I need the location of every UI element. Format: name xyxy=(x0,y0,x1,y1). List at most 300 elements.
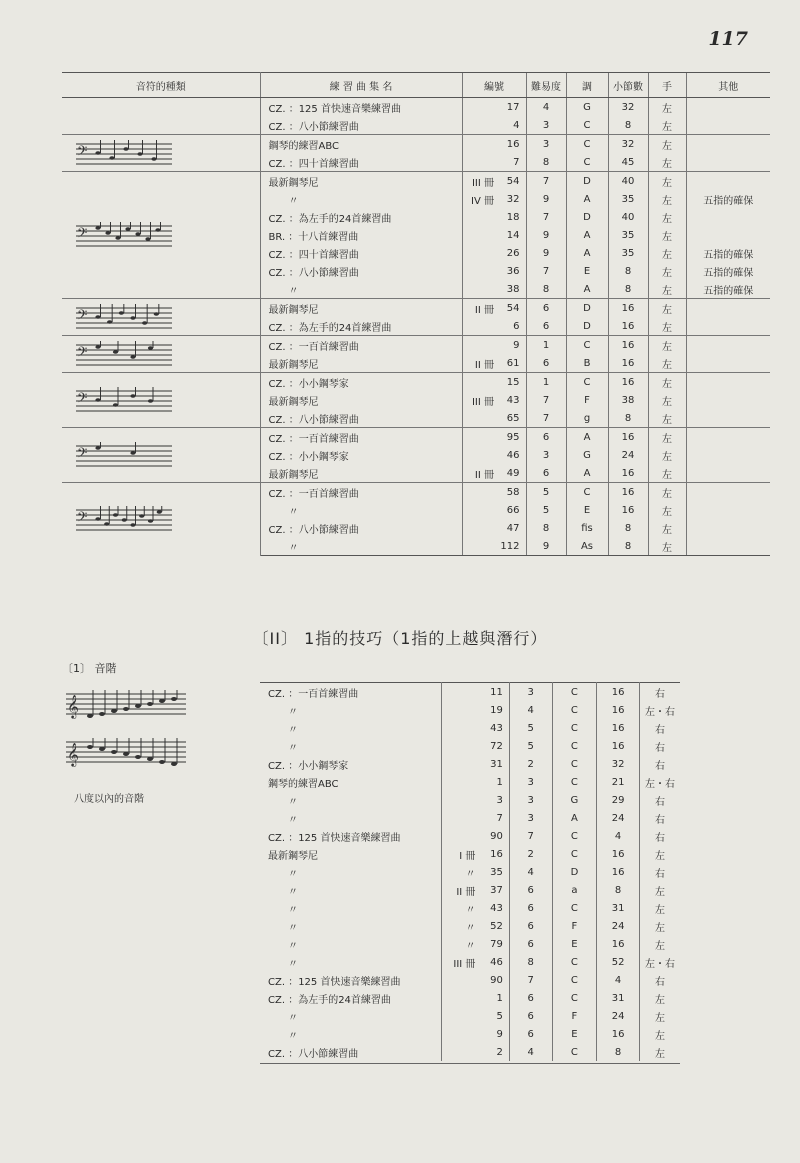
bar-count: 8 xyxy=(608,537,648,556)
difficulty: 6 xyxy=(509,1007,552,1025)
key: G xyxy=(566,98,608,117)
volume xyxy=(462,244,496,262)
hand: 左 xyxy=(648,537,686,556)
key: A xyxy=(566,190,608,208)
table-row xyxy=(260,1007,680,1025)
table-bottom-rule xyxy=(260,1063,680,1064)
volume xyxy=(441,701,477,719)
volume xyxy=(462,483,496,502)
header-note-type: 音符的種類 xyxy=(62,73,260,98)
difficulty: 5 xyxy=(526,501,566,519)
note-type-staff xyxy=(62,483,260,556)
exercise-number: 3 xyxy=(496,794,503,806)
exercise-number: 11 xyxy=(490,686,503,698)
hand: 左 xyxy=(648,116,686,135)
volume xyxy=(462,98,496,117)
volume xyxy=(441,971,477,989)
volume xyxy=(441,827,477,845)
difficulty: 7 xyxy=(526,391,566,409)
key: A xyxy=(566,464,608,483)
difficulty: 3 xyxy=(526,135,566,154)
collection-title: CZ. ：八小節練習曲 xyxy=(268,414,359,426)
difficulty: 6 xyxy=(509,881,552,899)
bar-count: 16 xyxy=(608,317,648,336)
collection-title: 〃 xyxy=(268,796,298,808)
key: E xyxy=(552,935,597,953)
volume: I 冊 xyxy=(441,845,477,863)
table-row xyxy=(260,953,680,971)
collection-title: CZ. ：125 首快速音樂練習曲 xyxy=(268,832,401,844)
difficulty: 3 xyxy=(526,446,566,464)
hand: 左 xyxy=(648,280,686,299)
hand: 右 xyxy=(639,755,680,773)
hand: 左 xyxy=(648,172,686,191)
bar-count: 16 xyxy=(597,737,640,755)
exercise-number: 18 xyxy=(506,211,520,223)
hand: 左 xyxy=(639,1043,680,1061)
collection-title: CZ. ：一百首練習曲 xyxy=(268,688,359,700)
exercise-number: 43 xyxy=(506,394,520,406)
bar-count: 4 xyxy=(597,827,640,845)
other-note: 五指的確保 xyxy=(686,280,770,299)
hand: 左 xyxy=(639,935,680,953)
bar-count: 16 xyxy=(597,935,640,953)
key: A xyxy=(566,244,608,262)
exercise-number: 65 xyxy=(506,412,520,424)
table-row xyxy=(260,917,680,935)
exercise-number: 46 xyxy=(490,956,503,968)
exercise-number: 43 xyxy=(490,902,503,914)
section-title: 〔II〕 1指的技巧（1指的上越與潛行） xyxy=(252,629,548,648)
collection-title: 〃 xyxy=(268,195,299,207)
table-row xyxy=(260,755,680,773)
volume xyxy=(462,519,496,537)
other-note: 五指的確保 xyxy=(686,244,770,262)
collection-title: CZ. ：八小節練習曲 xyxy=(268,524,359,536)
key: A xyxy=(552,809,597,827)
other-note xyxy=(686,391,770,409)
volume xyxy=(441,719,477,737)
difficulty: 5 xyxy=(509,737,552,755)
hand: 左 xyxy=(648,336,686,355)
collection-title: CZ. ：小小鋼琴家 xyxy=(268,760,349,772)
header-other: 其他 xyxy=(686,73,770,98)
bar-count: 8 xyxy=(608,280,648,299)
difficulty: 7 xyxy=(526,172,566,191)
volume xyxy=(441,773,477,791)
key: G xyxy=(552,791,597,809)
table-row xyxy=(260,701,680,719)
bar-count: 24 xyxy=(597,917,640,935)
exercise-number: 79 xyxy=(490,938,503,950)
table-row xyxy=(62,135,770,154)
hand: 左 xyxy=(648,391,686,409)
svg-text:𝄢: 𝄢 xyxy=(77,344,88,363)
difficulty: 2 xyxy=(509,845,552,863)
difficulty: 8 xyxy=(526,153,566,172)
exercise-number: 72 xyxy=(490,740,503,752)
bar-count: 16 xyxy=(608,299,648,318)
difficulty: 3 xyxy=(509,809,552,827)
volume xyxy=(462,409,496,428)
hand: 左 xyxy=(648,98,686,117)
svg-text:𝄢: 𝄢 xyxy=(77,143,88,162)
exercise-number: 54 xyxy=(496,299,526,318)
volume xyxy=(462,317,496,336)
bar-count: 35 xyxy=(608,190,648,208)
note-type-staff xyxy=(62,299,260,336)
volume xyxy=(462,280,496,299)
collection-title: 鋼琴的練習ABC xyxy=(260,135,462,154)
exercise-number: 19 xyxy=(490,704,503,716)
key: A xyxy=(566,226,608,244)
volume xyxy=(441,755,477,773)
collection-title: 最新鋼琴尼 xyxy=(260,172,462,191)
difficulty: 9 xyxy=(526,537,566,556)
hand: 右 xyxy=(639,863,680,881)
bar-count: 35 xyxy=(608,226,648,244)
table-row xyxy=(260,683,680,702)
difficulty: 7 xyxy=(509,827,552,845)
table-row xyxy=(260,719,680,737)
volume: II 冊 xyxy=(462,464,496,483)
note-type-staff xyxy=(62,135,260,172)
other-note xyxy=(686,446,770,464)
difficulty: 6 xyxy=(509,1025,552,1043)
bar-count: 16 xyxy=(608,336,648,355)
collection-title: 〃 xyxy=(268,742,298,754)
exercise-number: 43 xyxy=(490,722,503,734)
exercise-number: 66 xyxy=(506,504,520,516)
difficulty: 6 xyxy=(526,464,566,483)
hand: 左 xyxy=(639,1025,680,1043)
exercise-number: 2 xyxy=(496,1046,503,1058)
table-row xyxy=(260,863,680,881)
difficulty: 4 xyxy=(509,1043,552,1061)
bar-count: 24 xyxy=(597,1007,640,1025)
collection-title: 最新鋼琴尼 xyxy=(268,396,319,408)
difficulty: 7 xyxy=(526,409,566,428)
note-type-staff xyxy=(62,98,260,135)
difficulty: 7 xyxy=(526,262,566,280)
svg-text:𝄢: 𝄢 xyxy=(77,307,88,326)
key: g xyxy=(566,409,608,428)
other-note xyxy=(686,483,770,502)
volume xyxy=(462,208,496,226)
key: E xyxy=(552,1025,597,1043)
exercise-number: 90 xyxy=(490,830,503,842)
exercise-number: 7 xyxy=(496,812,503,824)
difficulty: 6 xyxy=(509,935,552,953)
hand: 左 xyxy=(648,226,686,244)
collection-title: CZ. ：為左手的24首練習曲 xyxy=(268,994,391,1006)
table-row xyxy=(62,336,770,355)
other-note xyxy=(686,537,770,556)
other-note xyxy=(686,135,770,154)
volume: IV 冊 xyxy=(462,190,496,208)
bar-count: 16 xyxy=(608,483,648,502)
collection-title: BR. ：十八首練習曲 xyxy=(268,231,359,243)
bar-count: 16 xyxy=(597,845,640,863)
hand: 左 xyxy=(648,262,686,280)
collection-title: CZ. ：八小節練習曲 xyxy=(268,121,359,133)
bar-count: 29 xyxy=(597,791,640,809)
volume xyxy=(441,1043,477,1061)
volume xyxy=(462,226,496,244)
volume xyxy=(462,373,496,392)
difficulty: 3 xyxy=(509,791,552,809)
volume xyxy=(441,1007,477,1025)
table-row xyxy=(62,172,770,191)
other-note xyxy=(686,409,770,428)
collection-title: CZ. ：一百首練習曲 xyxy=(260,483,462,502)
volume xyxy=(462,428,496,447)
collection-title: 〃 xyxy=(268,886,298,898)
key: C xyxy=(566,116,608,135)
volume xyxy=(462,336,496,355)
exercise-number: 9 xyxy=(496,336,526,355)
exercise-number: 36 xyxy=(506,265,520,277)
other-note xyxy=(686,464,770,483)
exercise-number: 14 xyxy=(506,229,520,241)
hand: 左・右 xyxy=(639,773,680,791)
svg-text:𝄢: 𝄢 xyxy=(77,390,88,409)
bar-count: 45 xyxy=(608,153,648,172)
exercise-number: 1 xyxy=(496,992,503,1004)
hand: 左 xyxy=(639,881,680,899)
collection-title: CZ. ：八小節練習曲 xyxy=(268,267,359,279)
other-note xyxy=(686,428,770,447)
table-row xyxy=(260,845,680,863)
exercise-number: 15 xyxy=(496,373,526,392)
hand: 左 xyxy=(648,428,686,447)
key: D xyxy=(566,317,608,336)
scale-caption: 八度以內的音階 xyxy=(74,794,144,805)
volume xyxy=(462,262,496,280)
table-row xyxy=(260,773,680,791)
exercise-number: 49 xyxy=(506,467,520,479)
other-note xyxy=(686,317,770,336)
key: D xyxy=(566,172,608,191)
collection-title: 〃 xyxy=(268,814,298,826)
difficulty: 6 xyxy=(526,354,566,373)
collection-title: CZ. ：四十首練習曲 xyxy=(268,158,359,170)
other-note: 五指的確保 xyxy=(686,262,770,280)
bar-count: 52 xyxy=(597,953,640,971)
other-note xyxy=(686,226,770,244)
hand: 左 xyxy=(639,845,680,863)
hand: 右 xyxy=(639,791,680,809)
scale-notation-1 xyxy=(66,686,186,720)
volume xyxy=(441,1025,477,1043)
bar-count: 8 xyxy=(608,409,648,428)
bar-count: 8 xyxy=(597,1043,640,1061)
key: F xyxy=(552,917,597,935)
bar-count: 16 xyxy=(597,683,640,702)
collection-title: CZ. ：小小鋼琴家 xyxy=(268,451,349,463)
hand: 右 xyxy=(639,971,680,989)
table-row xyxy=(62,428,770,447)
exercise-number: 54 xyxy=(496,172,526,191)
bar-count: 24 xyxy=(608,446,648,464)
difficulty: 1 xyxy=(526,336,566,355)
key: fis xyxy=(566,519,608,537)
bar-count: 32 xyxy=(608,135,648,154)
collection-title: 最新鋼琴尼 xyxy=(268,359,319,371)
subsection-title: 〔1〕 音階 xyxy=(62,662,117,675)
exercise-number: 32 xyxy=(506,193,520,205)
other-note xyxy=(686,153,770,172)
other-note xyxy=(686,373,770,392)
hand: 左 xyxy=(648,190,686,208)
key: A xyxy=(566,280,608,299)
difficulty: 6 xyxy=(509,917,552,935)
difficulty: 2 xyxy=(509,755,552,773)
key: C xyxy=(552,719,597,737)
difficulty: 9 xyxy=(526,190,566,208)
key: C xyxy=(552,953,597,971)
table-row xyxy=(62,483,770,502)
volume: III 冊 xyxy=(441,953,477,971)
key: C xyxy=(552,845,597,863)
svg-text:𝄢: 𝄢 xyxy=(77,509,88,529)
volume xyxy=(441,791,477,809)
note-type-staff xyxy=(62,428,260,483)
other-note xyxy=(686,116,770,135)
exercise-number: 61 xyxy=(506,357,520,369)
hand: 左 xyxy=(648,373,686,392)
hand: 左 xyxy=(648,409,686,428)
header-number: 編號 xyxy=(462,73,526,98)
other-note xyxy=(686,299,770,318)
volume xyxy=(462,153,496,172)
table-row xyxy=(62,299,770,318)
bar-count: 31 xyxy=(597,989,640,1007)
key: As xyxy=(566,537,608,556)
exercise-table-2 xyxy=(260,682,680,1061)
collection-title: CZ. ：一百首練習曲 xyxy=(260,428,462,447)
exercise-number: 9 xyxy=(496,1028,503,1040)
collection-title: 最新鋼琴尼 xyxy=(260,299,462,318)
bar-count: 16 xyxy=(597,701,640,719)
collection-title: 〃 xyxy=(268,706,298,718)
hand: 左 xyxy=(639,1007,680,1025)
collection-title: 最新鋼琴尼 xyxy=(268,469,319,481)
page-number: 117 xyxy=(708,28,748,50)
hand: 左・右 xyxy=(639,701,680,719)
exercise-number: 37 xyxy=(490,884,503,896)
key: G xyxy=(566,446,608,464)
other-note xyxy=(686,98,770,117)
volume: 〃 xyxy=(441,899,477,917)
hand: 左 xyxy=(648,446,686,464)
key: a xyxy=(552,881,597,899)
difficulty: 6 xyxy=(509,899,552,917)
key: C xyxy=(552,737,597,755)
bar-count: 16 xyxy=(608,464,648,483)
difficulty: 4 xyxy=(509,701,552,719)
exercise-number: 26 xyxy=(506,247,520,259)
bar-count: 38 xyxy=(608,391,648,409)
difficulty: 7 xyxy=(526,208,566,226)
hand: 右 xyxy=(639,827,680,845)
key: A xyxy=(566,428,608,447)
table-row xyxy=(260,899,680,917)
table-row xyxy=(260,791,680,809)
exercise-number: 16 xyxy=(490,848,503,860)
svg-text:𝄞: 𝄞 xyxy=(67,694,79,718)
key: C xyxy=(552,1043,597,1061)
bar-count: 8 xyxy=(608,519,648,537)
other-note xyxy=(686,208,770,226)
bar-count: 32 xyxy=(597,755,640,773)
bar-count: 16 xyxy=(608,373,648,392)
key: C xyxy=(552,701,597,719)
hand: 左・右 xyxy=(639,953,680,971)
table-row xyxy=(260,935,680,953)
volume: 〃 xyxy=(441,863,477,881)
difficulty: 9 xyxy=(526,226,566,244)
bar-count: 16 xyxy=(608,428,648,447)
collection-title: CZ. ：為左手的24首練習曲 xyxy=(268,213,392,225)
difficulty: 3 xyxy=(526,116,566,135)
hand: 左 xyxy=(639,989,680,1007)
hand: 右 xyxy=(639,683,680,702)
bar-count: 16 xyxy=(597,1025,640,1043)
key: C xyxy=(552,989,597,1007)
table-row xyxy=(260,881,680,899)
exercise-table-1 xyxy=(62,72,770,556)
collection-title: CZ. ：八小節練習曲 xyxy=(268,1048,359,1060)
collection-title: CZ. ：一百首練習曲 xyxy=(260,336,462,355)
collection-title: 〃 xyxy=(268,1030,298,1042)
exercise-number: 38 xyxy=(506,283,520,295)
key: C xyxy=(552,755,597,773)
exercise-number: 17 xyxy=(506,101,520,113)
volume: II 冊 xyxy=(441,881,477,899)
bar-count: 40 xyxy=(608,208,648,226)
volume xyxy=(462,446,496,464)
difficulty: 5 xyxy=(526,483,566,502)
exercise-number: 4 xyxy=(513,119,520,131)
table-row xyxy=(260,989,680,1007)
bar-count: 8 xyxy=(597,881,640,899)
hand: 左 xyxy=(648,135,686,154)
key: D xyxy=(566,208,608,226)
exercise-number: 90 xyxy=(490,974,503,986)
collection-title: 〃 xyxy=(260,537,462,556)
bar-count: 31 xyxy=(597,899,640,917)
volume xyxy=(441,737,477,755)
volume: II 冊 xyxy=(462,354,496,373)
difficulty: 4 xyxy=(509,863,552,881)
table-row xyxy=(260,737,680,755)
key: C xyxy=(566,483,608,502)
bar-count: 24 xyxy=(597,809,640,827)
hand: 右 xyxy=(639,809,680,827)
difficulty: 9 xyxy=(526,244,566,262)
collection-title: CZ. ：125 首快速音樂練習曲 xyxy=(268,103,401,115)
key: C xyxy=(566,336,608,355)
bar-count: 8 xyxy=(608,116,648,135)
table-row xyxy=(260,1025,680,1043)
hand: 右 xyxy=(639,737,680,755)
table-header-row xyxy=(62,73,770,98)
collection-title: CZ. ：為左手的24首練習曲 xyxy=(268,322,392,334)
hand: 左 xyxy=(648,519,686,537)
difficulty: 7 xyxy=(509,971,552,989)
key: C xyxy=(552,971,597,989)
